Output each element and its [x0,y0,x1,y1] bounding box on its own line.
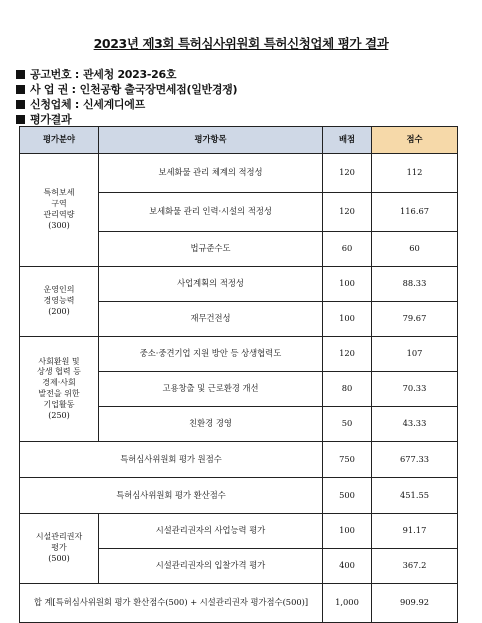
score-cell: 79.67 [372,302,458,337]
area-cell: 사회환원 및 상생 협력 등 경제·사회 발전을 위한 기업활동 (250) [20,337,99,442]
table-row [20,337,458,372]
item-cell: 고용창출 및 근로환경 개선 [99,372,323,407]
item-cell: 시설관리권자의 입찰가격 평가 [99,549,323,584]
points-cell: 60 [323,232,372,267]
score-cell: 677.33 [372,442,458,478]
points-cell: 100 [323,514,372,549]
header-area: 평가분야 [20,127,99,154]
table-header-row [20,127,458,154]
score-cell: 70.33 [372,372,458,407]
score-cell: 43.33 [372,407,458,442]
info-business-right: 사 업 권 : 인천공항 출국장면세점(일반경쟁) [16,81,237,97]
square-bullet-icon [16,85,25,94]
table-row [20,154,458,193]
item-cell: 친환경 경영 [99,407,323,442]
info-applicant: 신청업체 : 신세계디에프 [16,96,145,112]
header-item: 평가항목 [99,127,323,154]
header-score: 점수 [372,127,458,154]
table-row [20,514,458,549]
score-cell: 112 [372,154,458,193]
info-results: 평가결과 [16,111,71,127]
item-cell: 보세화물 관리 인력·시설의 적정성 [99,193,323,232]
score-cell: 107 [372,337,458,372]
score-cell: 60 [372,232,458,267]
score-cell: 91.17 [372,514,458,549]
item-cell: 보세화물 관리 체계의 적정성 [99,154,323,193]
item-cell: 중소·중견기업 지원 방안 등 상생협력도 [99,337,323,372]
header-points: 배점 [323,127,372,154]
points-cell: 750 [323,442,372,478]
evaluation-table [19,126,458,623]
total-points: 1,000 [323,584,372,623]
score-cell: 367.2 [372,549,458,584]
square-bullet-icon [16,100,25,109]
subtotal-row [20,478,458,514]
item-cell: 사업계획의 적정성 [99,267,323,302]
points-cell: 80 [323,372,372,407]
points-cell: 400 [323,549,372,584]
subtotal-label: 특허심사위원회 평가 환산점수 [20,478,323,514]
area-cell: 운영인의 경영능력 (200) [20,267,99,337]
square-bullet-icon [16,115,25,124]
points-cell: 120 [323,193,372,232]
area-cell: 시설관리권자 평가 (500) [20,514,99,584]
points-cell: 100 [323,302,372,337]
item-cell: 법규준수도 [99,232,323,267]
points-cell: 120 [323,154,372,193]
points-cell: 50 [323,407,372,442]
item-cell: 시설관리권자의 사업능력 평가 [99,514,323,549]
table-row [20,267,458,302]
square-bullet-icon [16,70,25,79]
info-notice-number: 공고번호 : 관세청 2023-26호 [16,66,176,82]
total-label: 합 계[특허심사위원회 평가 환산점수(500) + 시설관리권자 평가점수(500)] [20,584,323,623]
subtotal-row [20,442,458,478]
item-cell: 재무건전성 [99,302,323,337]
area-cell: 특허보세 구역 관리역량 (300) [20,154,99,267]
total-score: 909.92 [372,584,458,623]
points-cell: 120 [323,337,372,372]
score-cell: 451.55 [372,478,458,514]
total-row [20,584,458,623]
subtotal-label: 특허심사위원회 평가 원점수 [20,442,323,478]
points-cell: 100 [323,267,372,302]
score-cell: 88.33 [372,267,458,302]
score-cell: 116.67 [372,193,458,232]
points-cell: 500 [323,478,372,514]
page-title: 2023년 제3회 특허심사위원회 특허신청업체 평가 결과 [93,36,389,51]
